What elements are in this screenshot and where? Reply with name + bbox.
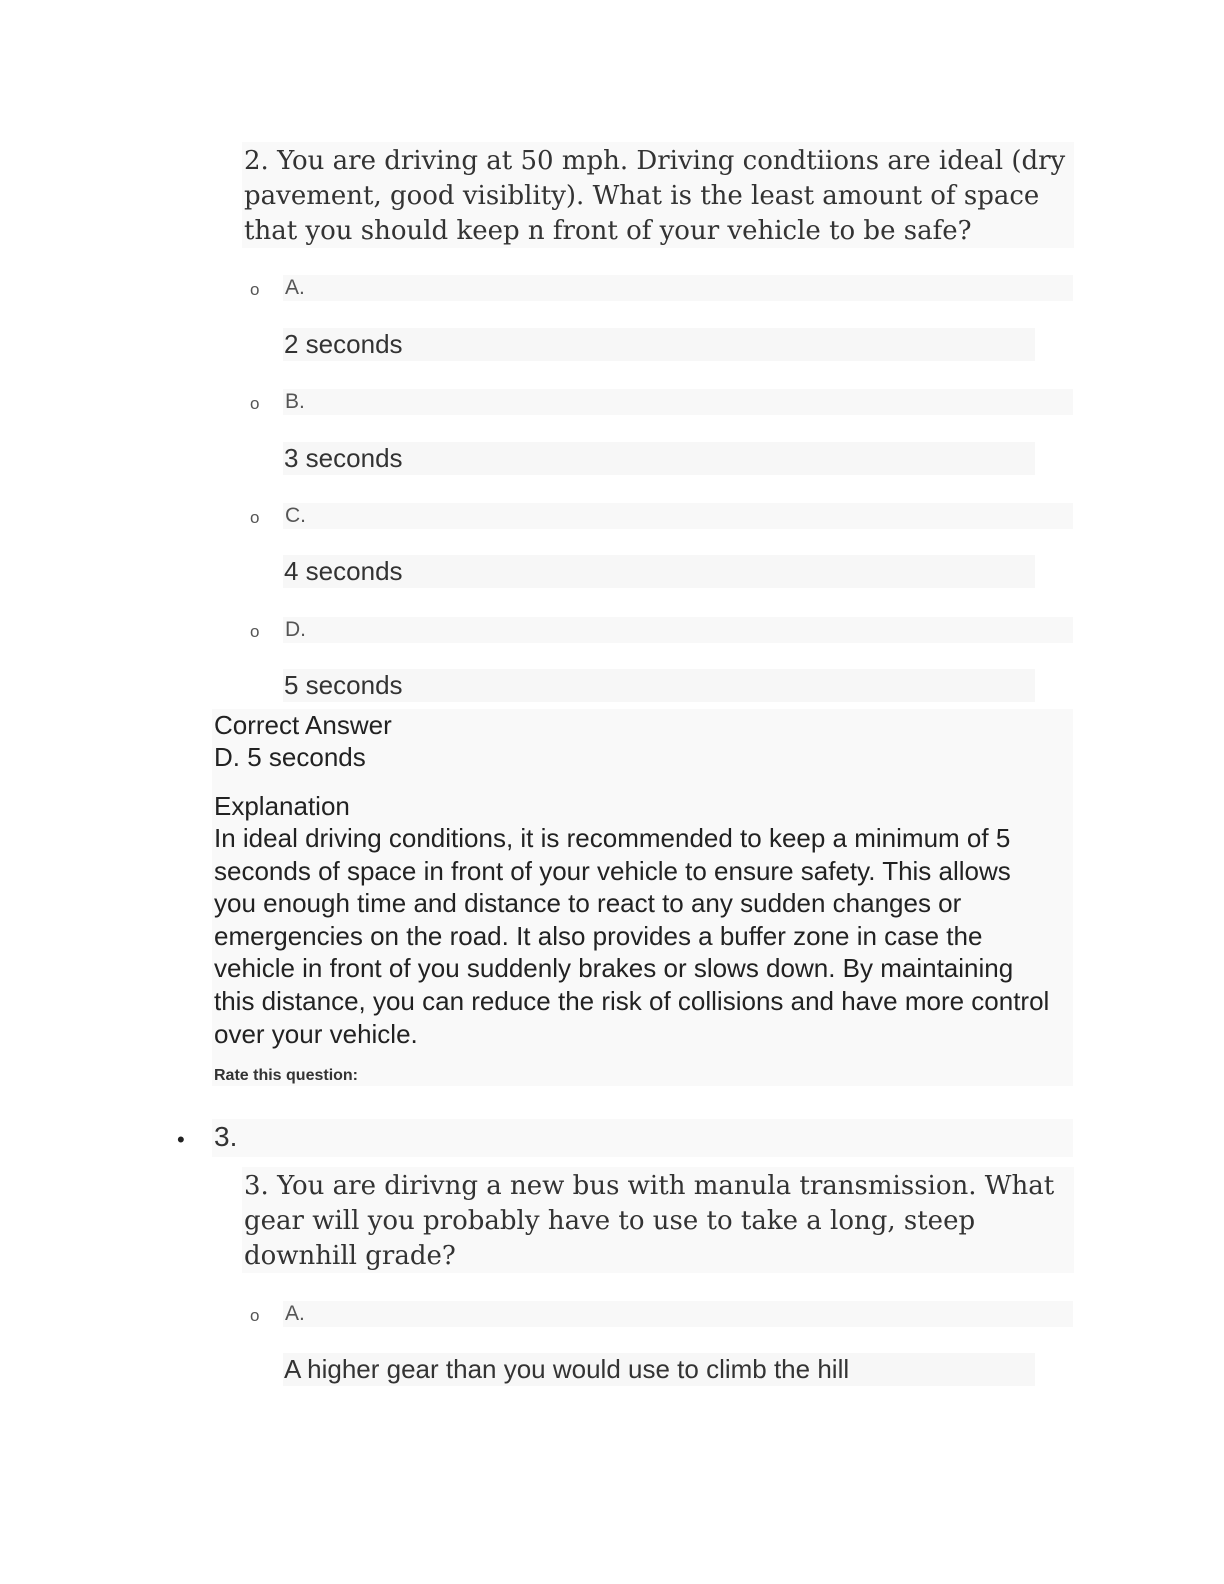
question-3-text: 3. You are dirivng a new bus with manula transmission. What gear will you probably have to use to take a long, steep downhill grade?	[242, 1167, 1074, 1273]
option-d-answer[interactable]: 5 seconds	[283, 669, 1035, 702]
rate-question-label: Rate this question:	[214, 1067, 359, 1084]
question-2-text: 2. You are driving at 50 mph. Driving condtiions are ideal (dry pavement, good visiblity). What is the least amount of space that you should keep n front of your vehicle to be safe?	[242, 142, 1074, 248]
question-3-number: 3.	[212, 1119, 1073, 1157]
option-a-answer[interactable]: 2 seconds	[283, 328, 1035, 361]
explanation-label: Explanation	[214, 791, 350, 821]
option-b-letter: B.	[283, 389, 1073, 415]
option-c-letter: C.	[283, 503, 1073, 529]
q3-option-a-answer[interactable]: A higher gear than you would use to climb the hill	[283, 1353, 1035, 1386]
option-a-bullet: o	[250, 280, 260, 299]
question-3-bullet: •	[177, 1127, 185, 1152]
correct-answer-label: Correct Answer	[214, 710, 392, 740]
option-d-letter: D.	[283, 617, 1073, 643]
q3-option-a-letter: A.	[283, 1301, 1073, 1327]
option-b-answer[interactable]: 3 seconds	[283, 442, 1035, 475]
option-a-letter: A.	[283, 275, 1073, 301]
explanation-text: In ideal driving conditions, it is recommended to keep a minimum of 5 seconds of space in front of your vehicle to ensure safety. This allows you enough time and distance to react to any sudden changes or emergencies on the road. It also provides a buffer zone in case the vehicle in front of you suddenly brakes or slows down. By maintaining this distance, you can reduce the risk of collisions and have more control over your vehicle.	[214, 823, 1050, 1049]
option-b-bullet: o	[250, 394, 260, 413]
correct-answer-value: D. 5 seconds	[214, 742, 366, 772]
option-c-answer[interactable]: 4 seconds	[283, 555, 1035, 588]
q3-option-a-bullet: o	[250, 1306, 260, 1325]
option-d-bullet: o	[250, 622, 260, 641]
option-c-bullet: o	[250, 508, 260, 527]
answer-explanation-panel	[212, 709, 1073, 1086]
